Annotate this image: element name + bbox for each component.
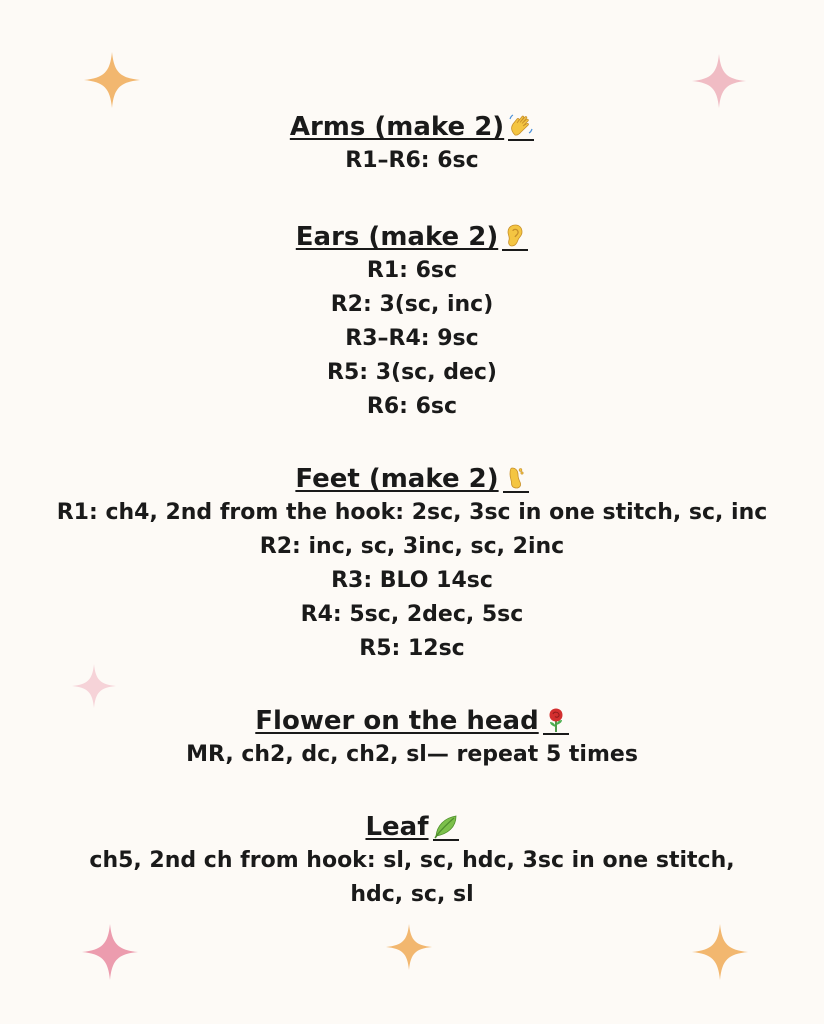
waving-hand-icon — [508, 113, 534, 141]
leaf-section — [80, 810, 744, 912]
sparkle-pink-top-right-icon — [692, 54, 746, 108]
flower-heading — [40, 704, 784, 738]
ears-row-1: R1: 6sc — [366, 258, 458, 283]
ears-heading — [40, 220, 784, 254]
ears-row-4: R5: 3(sc, dec) — [327, 360, 497, 385]
ears-row-3: R3–R4: 9sc — [345, 326, 479, 351]
feet-row-1: R1: ch4, 2nd from the hook: 2sc, 3sc in one stitch, sc, inc — [56, 500, 768, 525]
sparkle-gold-bottom-right-icon — [692, 924, 748, 980]
foot-icon — [503, 465, 529, 493]
ears-title: Ears (make 2) — [295, 222, 499, 252]
leaf-heading — [80, 810, 744, 844]
leaf-row-1: ch5, 2nd ch from hook: sl, sc, hdc, 3sc in one stitch, hdc, sc, sl — [89, 848, 735, 907]
arms-section — [40, 110, 784, 178]
feet-row-2: R2: inc, sc, 3inc, sc, 2inc — [259, 534, 565, 559]
flower-title: Flower on the head — [255, 706, 539, 736]
leaf-icon — [433, 813, 459, 841]
feet-row-3: R3: BLO 14sc — [331, 568, 493, 593]
ears-section — [40, 220, 784, 424]
sparkle-gold-bottom-center-icon — [386, 922, 432, 972]
arms-heading — [40, 110, 784, 144]
feet-title: Feet (make 2) — [295, 464, 499, 494]
arms-title: Arms (make 2) — [289, 112, 505, 142]
feet-row-5: R5: 12sc — [359, 636, 465, 661]
sparkle-gold-top-left-icon — [84, 52, 140, 108]
sparkle-pink-bottom-left-icon — [82, 924, 138, 980]
feet-heading — [40, 462, 784, 496]
rose-icon — [543, 707, 569, 735]
flower-row-1: MR, ch2, dc, ch2, sl— repeat 5 times — [186, 742, 638, 767]
feet-section — [40, 462, 784, 666]
flower-section — [40, 704, 784, 772]
leaf-title: Leaf — [365, 812, 429, 842]
ear-icon — [502, 223, 528, 251]
ears-row-2: R2: 3(sc, inc) — [330, 292, 494, 317]
sparkle-pink-left-icon — [72, 664, 116, 708]
arms-row-1: R1–R6: 6sc — [345, 148, 479, 173]
ears-row-5: R6: 6sc — [366, 394, 458, 419]
feet-row-4: R4: 5sc, 2dec, 5sc — [300, 602, 524, 627]
